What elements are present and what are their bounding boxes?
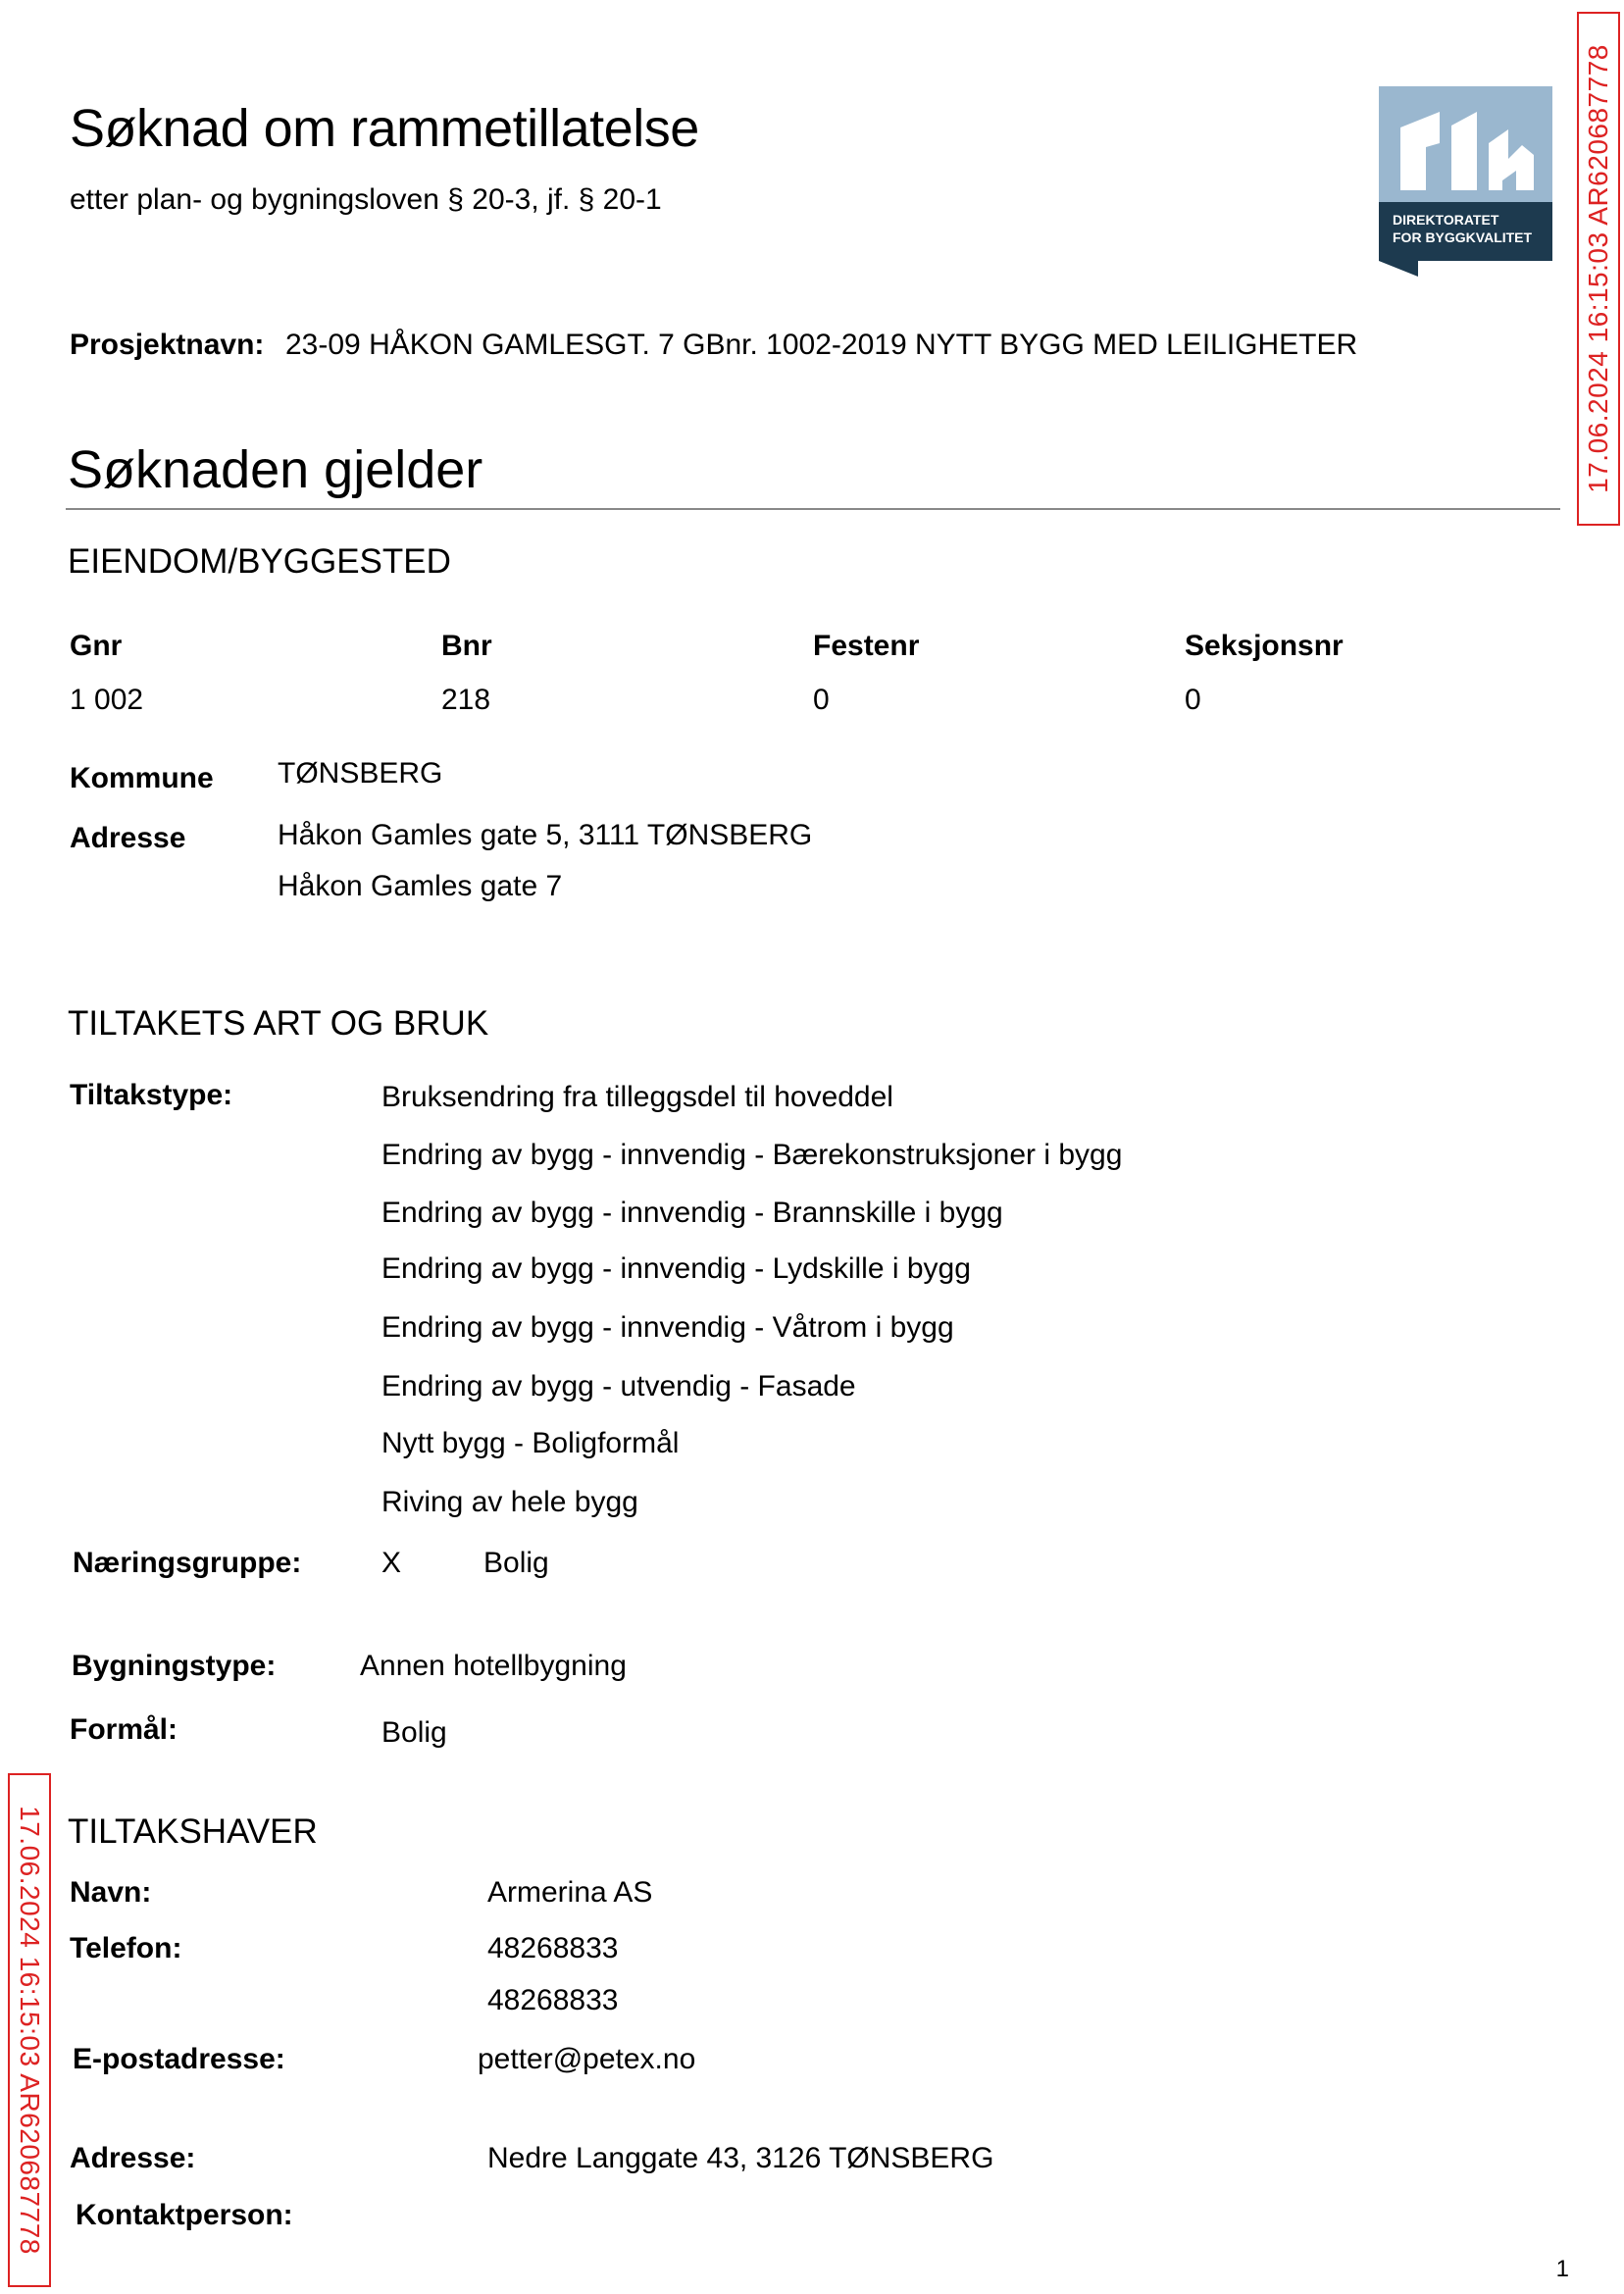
- kommune-label: Kommune: [70, 762, 214, 794]
- kontaktperson-label: Kontaktperson:: [76, 2199, 293, 2231]
- gnr-value: 1 002: [70, 684, 144, 716]
- timestamp-stamp-left: [8, 1773, 51, 2287]
- tiltakstype-label: Tiltakstype:: [70, 1079, 233, 1111]
- dibk-logo: [1379, 86, 1552, 277]
- heading-divider: [66, 508, 1560, 510]
- telefon-value: 48268833: [487, 1932, 619, 1964]
- logo-text-line2: FOR BYGGKVALITET: [1393, 229, 1533, 245]
- adresse-label: Adresse: [70, 822, 186, 854]
- project-value: 23-09 HÅKON GAMLESGT. 7 GBnr. 1002-2019 NYTT BYGG MED LEILIGHETER: [285, 329, 1358, 361]
- stamp-text: 17.06.2024 16:15:03 AR620687778: [1583, 44, 1614, 493]
- naeringsgruppe-label: Næringsgruppe:: [73, 1547, 302, 1579]
- stamp-text: 17.06.2024 16:15:03 AR620687778: [15, 1806, 46, 2255]
- document-title: Søknad om rammetillatelse: [70, 99, 699, 158]
- logo-text-line1: DIREKTORATET: [1393, 212, 1499, 228]
- project-label: Prosjektnavn:: [70, 329, 265, 361]
- formal-label: Formål:: [70, 1713, 178, 1746]
- kommune-value: TØNSBERG: [278, 757, 443, 790]
- adresse-line: Håkon Gamles gate 5, 3111 TØNSBERG: [278, 819, 813, 851]
- tiltakstype-item: Endring av bygg - innvendig - Brannskille i bygg: [381, 1197, 1003, 1229]
- tiltakstype-item: Endring av bygg - innvendig - Våtrom i bygg: [381, 1311, 954, 1344]
- bygningstype-label: Bygningstype:: [72, 1650, 277, 1682]
- tiltakstype-item: Riving av hele bygg: [381, 1486, 638, 1518]
- navn-label: Navn:: [70, 1876, 152, 1909]
- formal-value: Bolig: [381, 1716, 447, 1749]
- epost-label: E-postadresse:: [73, 2043, 285, 2075]
- naeringsgruppe-code: X: [381, 1547, 402, 1579]
- tiltakstype-item: Nytt bygg - Boligformål: [381, 1427, 680, 1459]
- gnr-label: Gnr: [70, 630, 123, 662]
- tiltakstype-item: Endring av bygg - innvendig - Bærekonstruksjoner i bygg: [381, 1139, 1123, 1171]
- seksjonsnr-value: 0: [1185, 684, 1201, 716]
- tiltak-heading: TILTAKETS ART OG BRUK: [68, 1004, 489, 1043]
- tiltakstype-item: Endring av bygg - innvendig - Lydskille i bygg: [381, 1252, 971, 1285]
- document-subtitle: etter plan- og bygningsloven § 20-3, jf. § 20-1: [70, 183, 662, 216]
- adresse-line: Håkon Gamles gate 7: [278, 870, 563, 902]
- tiltakstype-item: Endring av bygg - utvendig - Fasade: [381, 1370, 856, 1402]
- bygningstype-value: Annen hotellbygning: [360, 1650, 627, 1682]
- adresse-label: Adresse:: [70, 2142, 196, 2174]
- telefon-value: 48268833: [487, 1984, 619, 2016]
- epost-value: petter@petex.no: [478, 2043, 696, 2075]
- bnr-value: 218: [441, 684, 491, 716]
- eiendom-heading: EIENDOM/BYGGESTED: [68, 542, 451, 581]
- page-number: 1: [1555, 2256, 1569, 2282]
- timestamp-stamp-top: [1577, 12, 1620, 526]
- festenr-label: Festenr: [813, 630, 920, 662]
- adresse-value: Nedre Langgate 43, 3126 TØNSBERG: [487, 2142, 994, 2174]
- telefon-label: Telefon:: [70, 1932, 182, 1964]
- bnr-label: Bnr: [441, 630, 492, 662]
- navn-value: Armerina AS: [487, 1876, 653, 1909]
- naeringsgruppe-value: Bolig: [483, 1547, 549, 1579]
- tiltakshaver-heading: TILTAKSHAVER: [68, 1812, 318, 1851]
- section-heading: Søknaden gjelder: [68, 440, 483, 499]
- tiltakstype-item: Bruksendring fra tilleggsdel til hoveddel: [381, 1081, 893, 1113]
- festenr-value: 0: [813, 684, 830, 716]
- seksjonsnr-label: Seksjonsnr: [1185, 630, 1344, 662]
